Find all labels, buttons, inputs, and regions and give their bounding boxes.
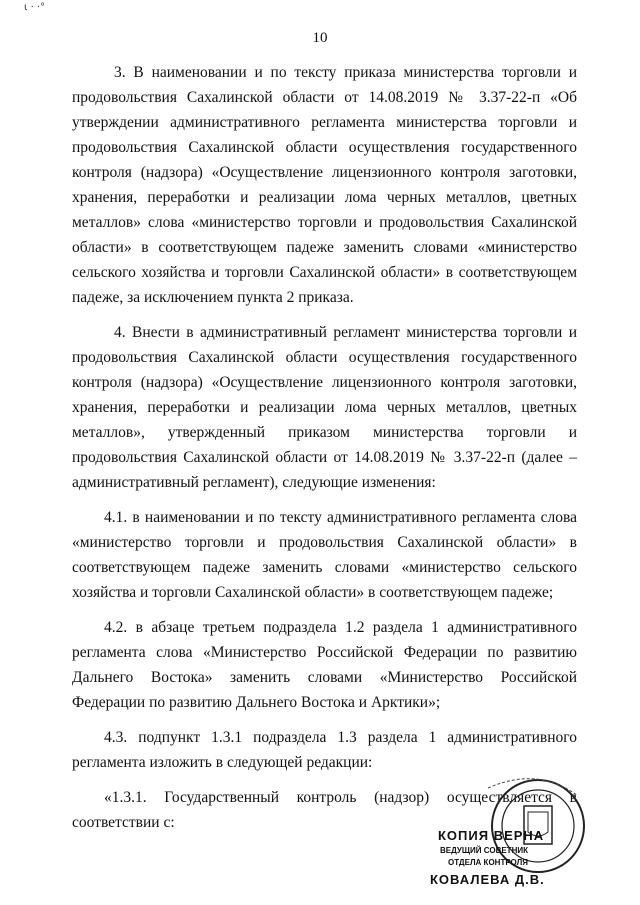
page-number: 10: [312, 30, 328, 46]
corner-marks: ι · ·°: [24, 2, 46, 13]
paragraph-3: 3. В наименовании и по тексту приказа министерства торговли и продовольствия Сахалинской области от 14.08.2019 № 3.37-22-п «Об утверждении административного регламента министерства торговли и продовольствия Сахалинской области осуществления государственного контроля (надзора) «Осуществление лицензионного контроля заготовки, хранения, переработки и реализации лома черных металлов, цветных металлов» слова «министерство торговли и продовольствия Сахалинской области» в соответствующем падеже заменить словами «министерство сельского хозяйства и торговли Сахалинской области» в соответствующем падеже, за исключением пункта 2 приказа.: [72, 64, 577, 306]
stamp-line-4: КОВАЛЕВА Д.В.: [430, 872, 545, 887]
stamp-line-3: ОТДЕЛА КОНТРОЛЯ: [448, 858, 528, 867]
paragraph-4-1: 4.1. в наименовании и по тексту административного регламента слова «министерство торговли и продовольствия Сахалинской области» в соответствующем падеже заменить словами «министерство сельского хозяйства и торговли Сахалинской области» в соответствующем падеже;: [72, 509, 577, 601]
certification-stamp: [428, 776, 588, 896]
stamp-line-2: ВЕДУЩИЙ СОВЕТНИК: [440, 846, 528, 855]
document-body: [72, 60, 577, 845]
stamp-line-1: КОПИЯ ВЕРНА: [438, 828, 545, 843]
paragraph-1-3-1: «1.3.1. Государственный контроль (надзор) осуществляется в соответствии с:: [72, 789, 577, 831]
paragraph-4: 4. Внести в административный регламент министерства торговли и продовольствия Сахалинской области осуществления государственного контроля (надзора) «Осуществление лицензионного контроля заготовки, хранения, переработки и реализации лома черных металлов, цветных металлов», утвержденный приказом министерства торговли и продовольствия Сахалинской области от 14.08.2019 № 3.37-22-п (далее – административный регламент), следующие изменения:: [72, 324, 577, 491]
paragraph-4-3: 4.3. подпункт 1.3.1 подраздела 1.3 раздела 1 административного регламента изложить в следующей редакции:: [72, 729, 577, 771]
paragraph-4-2: 4.2. в абзаце третьем подраздела 1.2 раздела 1 административного регламента слова «Министерство Российской Федерации по развитию Дальнего Востока» заменить словами «Министерство Российской Федерации по развитию Дальнего Востока и Арктики»;: [72, 619, 577, 711]
